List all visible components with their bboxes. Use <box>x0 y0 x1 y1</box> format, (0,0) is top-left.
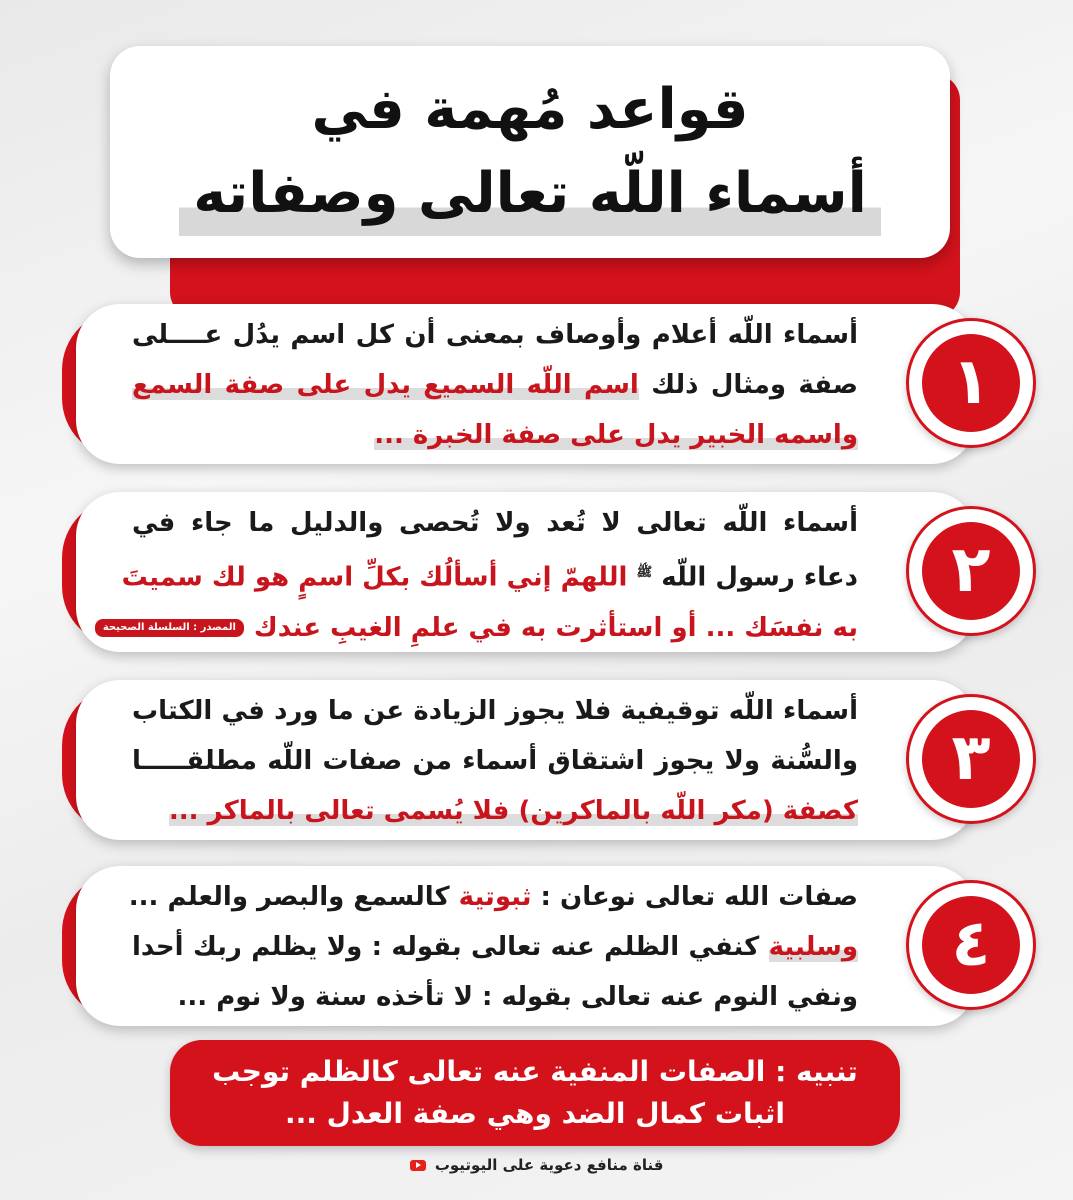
rule-highlight-text: به نفسَك ... أو استأثرت به في علمِ الغيبِ عندك <box>253 612 858 643</box>
rule-card-2 <box>62 492 1012 662</box>
title-card <box>110 46 950 258</box>
rule-highlight-text: ثبوتية <box>458 882 532 912</box>
rule-text-segment: والسُّنة ولا يجوز اشتقاق أسماء من صفات اللّه مطلقـــــا <box>132 746 858 776</box>
rule-text-segment: صفة ومثال ذلك <box>638 370 858 400</box>
rule-line <box>132 922 858 972</box>
rule-number-badge <box>906 318 1036 448</box>
rule-number-badge <box>906 506 1036 636</box>
rule-number: ١ <box>922 334 1020 432</box>
rule-text <box>132 686 858 836</box>
rule-card-body <box>76 866 976 1026</box>
title-block <box>100 46 970 272</box>
warning-line-1: تنبيه : الصفات المنفية عنه تعالى كالظلم توجب <box>212 1055 858 1088</box>
rule-line <box>132 686 858 736</box>
rule-text-segment: صفات الله تعالى نوعان : <box>531 882 858 912</box>
rule-card-body <box>76 680 976 840</box>
rule-text <box>132 310 858 460</box>
rule-highlight-text: اللهمّ إني أسألُك بكلِّ اسمٍ هو لك سميتَ <box>121 562 637 593</box>
rule-card-body <box>76 304 976 464</box>
rule-text-segment: كنفي الظلم عنه تعالى بقوله : ولا يظلم ربك أحدا <box>132 932 769 962</box>
rule-highlight-text: واسمه الخبير يدل على صفة الخبرة ... <box>374 420 858 450</box>
rule-number: ٣ <box>922 710 1020 808</box>
rule-card-3 <box>62 680 1012 850</box>
rule-number-badge <box>906 694 1036 824</box>
warning-box <box>170 1040 900 1146</box>
rule-text-segment: أسماء اللّه أعلام وأوصاف بمعنى أن كل اسم يدُل عــــلى <box>132 320 858 350</box>
rule-text <box>102 498 858 653</box>
rule-highlight-text: كصفة (مكر اللّه بالماكرين) فلا يُسمى تعالى بالماكر ... <box>168 796 858 826</box>
source-badge: المصدر : السلسلة الصحيحة <box>95 619 244 637</box>
rule-card-body <box>76 492 976 652</box>
rule-line <box>132 498 858 548</box>
rule-number: ٤ <box>922 896 1020 994</box>
rule-line <box>132 360 858 410</box>
rule-line <box>132 410 858 460</box>
youtube-icon <box>410 1160 426 1171</box>
title-line-1: قواعد مُهمة في <box>311 77 749 142</box>
rule-text-segment: أسماء اللّه توقيفية فلا يجوز الزيادة عن ما ورد في الكتاب <box>132 696 858 726</box>
rule-line <box>132 736 858 786</box>
footer-channel <box>0 1156 1073 1174</box>
rule-text <box>128 872 858 1022</box>
rule-line <box>121 548 858 603</box>
rule-card-1 <box>62 304 1012 474</box>
rule-text-segment: دعاء رسول اللّه <box>652 562 858 593</box>
rule-line <box>132 310 858 360</box>
rule-number: ٢ <box>922 522 1020 620</box>
rule-line <box>128 872 858 922</box>
rule-card-4 <box>62 866 1012 1036</box>
rule-line <box>132 972 858 1022</box>
title-line-2: أسماء اللّه تعالى وصفاته <box>179 152 881 236</box>
warning-line-2: اثبات كمال الضد وهي صفة العدل ... <box>284 1097 786 1130</box>
rule-line <box>132 786 858 836</box>
footer-text: قناة منافع دعوية على اليوتيوب <box>434 1156 664 1174</box>
rule-text-segment: ونفي النوم عنه تعالى بقوله : لا تأخذه سنة ولا نوم ... <box>177 982 858 1012</box>
rule-number-badge <box>906 880 1036 1010</box>
rule-text-segment: كالسمع والبصر والعلم ... <box>128 882 459 912</box>
rule-highlight-text: اسم اللّه السميع يدل على صفة السمع <box>132 370 639 400</box>
rule-highlight-text: وسلبية <box>768 932 858 962</box>
salawat-glyph: ﷺ <box>636 565 653 580</box>
rule-line <box>102 603 858 653</box>
rule-text-segment: أسماء اللّه تعالى لا تُعد ولا تُحصى والدليل ما جاء في <box>132 508 858 538</box>
